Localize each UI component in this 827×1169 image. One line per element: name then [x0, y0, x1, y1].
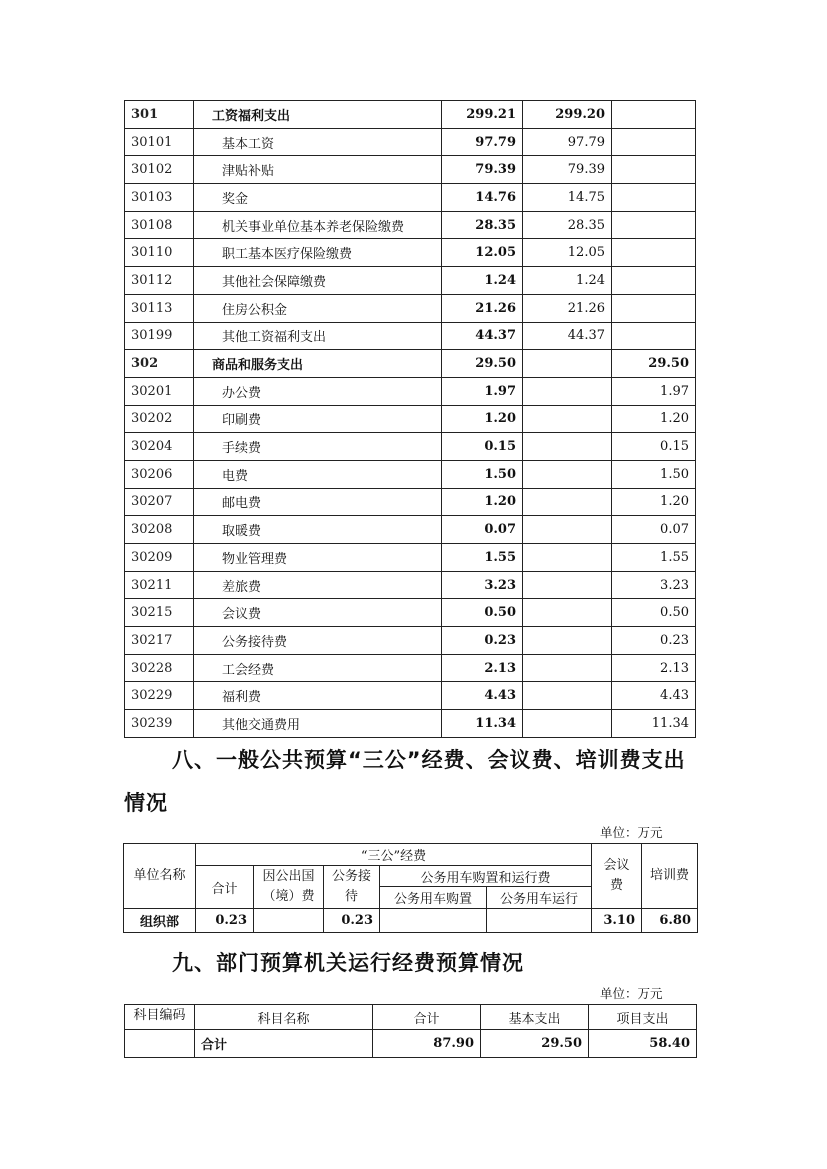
header-vehicle-buy: 公务用车购置: [380, 887, 487, 909]
table-row: [125, 322, 696, 350]
cell-code: 30208: [125, 516, 194, 544]
section9-unit-label: 单位：万元: [600, 986, 663, 1001]
cell-total: 1.97: [442, 377, 523, 405]
cell-basic: [523, 350, 612, 378]
row-unit-name: 组织部: [124, 909, 196, 933]
row-meeting: 3.10: [592, 909, 642, 933]
section8-heading-line2: 情况: [124, 791, 168, 815]
header-meeting: 会议费: [592, 844, 642, 909]
cell-project: 0.07: [612, 516, 696, 544]
cell-basic: [523, 571, 612, 599]
cell-basic: 1.24: [523, 267, 612, 295]
cell-code: 30207: [125, 488, 194, 516]
cell-basic: 28.35: [523, 211, 612, 239]
cell-name: 物业管理费: [194, 544, 442, 572]
cell-basic: [523, 516, 612, 544]
cell-total: 1.24: [442, 267, 523, 295]
table-row: [125, 405, 696, 433]
cell-code: 30209: [125, 544, 194, 572]
row-abroad: [254, 909, 324, 933]
table-row: [125, 682, 696, 710]
cell-total: 4.43: [442, 682, 523, 710]
operating-expenses-table: [124, 1004, 697, 1058]
table-row: [125, 488, 696, 516]
cell-basic: [523, 627, 612, 655]
cell-basic: [523, 544, 612, 572]
table-row: [125, 101, 696, 129]
cell-code: 30201: [125, 377, 194, 405]
cell-project: [612, 184, 696, 212]
cell-code: 30229: [125, 682, 194, 710]
cell-total: 97.79: [442, 128, 523, 156]
cell-total: 1.20: [442, 405, 523, 433]
cell-project: [612, 211, 696, 239]
cell-name: 奖金: [194, 184, 442, 212]
cell-total: 1.20: [442, 488, 523, 516]
row-total: 87.90: [373, 1030, 481, 1058]
cell-basic: [523, 460, 612, 488]
cell-project: 1.20: [612, 488, 696, 516]
header-reception: 公务接待: [324, 866, 380, 909]
table-row: [125, 211, 696, 239]
header-total: 合计: [196, 866, 254, 909]
cell-name: 工会经费: [194, 654, 442, 682]
table-row: [125, 571, 696, 599]
cell-total: 79.39: [442, 156, 523, 184]
cell-code: 30108: [125, 211, 194, 239]
row-code: [125, 1030, 195, 1058]
cell-total: 3.23: [442, 571, 523, 599]
header-vehicle: 公务用车购置和运行费: [380, 866, 592, 887]
cell-basic: [523, 710, 612, 738]
table-row: [125, 184, 696, 212]
table-row: [125, 239, 696, 267]
table-row: [125, 627, 696, 655]
header-basic: 基本支出: [481, 1005, 589, 1030]
economic-classification-table: [124, 100, 696, 738]
cell-name: 取暖费: [194, 516, 442, 544]
sangong-expenses-table: [123, 843, 698, 933]
cell-project: [612, 322, 696, 350]
cell-project: 0.23: [612, 627, 696, 655]
cell-name: 福利费: [194, 682, 442, 710]
cell-project: 0.15: [612, 433, 696, 461]
row-vehicle-buy: [380, 909, 487, 933]
header-abroad: 因公出国（境）费: [254, 866, 324, 909]
cell-project: [612, 128, 696, 156]
cell-basic: 79.39: [523, 156, 612, 184]
cell-code: 301: [125, 101, 194, 129]
cell-code: 30239: [125, 710, 194, 738]
cell-project: 2.13: [612, 654, 696, 682]
section8-heading-line1: 八、一般公共预算“三公”经费、会议费、培训费支出: [172, 748, 686, 772]
cell-name: 公务接待费: [194, 627, 442, 655]
row-project: 58.40: [589, 1030, 697, 1058]
cell-total: 44.37: [442, 322, 523, 350]
table-row: [125, 267, 696, 295]
cell-basic: [523, 433, 612, 461]
cell-basic: [523, 654, 612, 682]
cell-project: 0.50: [612, 599, 696, 627]
header-code: 科目编码: [125, 1005, 195, 1030]
cell-project: 1.50: [612, 460, 696, 488]
cell-basic: 44.37: [523, 322, 612, 350]
cell-total: 12.05: [442, 239, 523, 267]
cell-name: 住房公积金: [194, 294, 442, 322]
cell-project: 11.34: [612, 710, 696, 738]
cell-basic: 97.79: [523, 128, 612, 156]
cell-code: 30211: [125, 571, 194, 599]
header-unit-name: 单位名称: [124, 844, 196, 909]
section9-heading: 九、部门预算机关运行经费预算情况: [172, 951, 524, 975]
row-name: 合计: [195, 1030, 373, 1058]
cell-name: 差旅费: [194, 571, 442, 599]
cell-total: 28.35: [442, 211, 523, 239]
table-row: [125, 128, 696, 156]
cell-project: [612, 267, 696, 295]
cell-basic: [523, 682, 612, 710]
cell-total: 299.21: [442, 101, 523, 129]
header-project: 项目支出: [589, 1005, 697, 1030]
cell-name: 会议费: [194, 599, 442, 627]
cell-code: 302: [125, 350, 194, 378]
header-training: 培训费: [642, 844, 698, 909]
cell-code: 30204: [125, 433, 194, 461]
cell-name: 工资福利支出: [194, 101, 442, 129]
cell-total: 0.15: [442, 433, 523, 461]
cell-project: [612, 101, 696, 129]
table-row: [125, 294, 696, 322]
cell-total: 21.26: [442, 294, 523, 322]
cell-code: 30103: [125, 184, 194, 212]
cell-project: 1.20: [612, 405, 696, 433]
cell-code: 30206: [125, 460, 194, 488]
cell-name: 其他工资福利支出: [194, 322, 442, 350]
cell-name: 手续费: [194, 433, 442, 461]
table-row: [125, 377, 696, 405]
cell-code: 30199: [125, 322, 194, 350]
cell-total: 2.13: [442, 654, 523, 682]
section8-unit-label: 单位：万元: [600, 825, 663, 840]
cell-project: 29.50: [612, 350, 696, 378]
cell-basic: [523, 488, 612, 516]
cell-project: 4.43: [612, 682, 696, 710]
row-training: 6.80: [642, 909, 698, 933]
cell-project: [612, 294, 696, 322]
cell-basic: [523, 599, 612, 627]
row-total: 0.23: [196, 909, 254, 933]
cell-basic: 21.26: [523, 294, 612, 322]
cell-name: 其他社会保障缴费: [194, 267, 442, 295]
cell-code: 30228: [125, 654, 194, 682]
cell-code: 30110: [125, 239, 194, 267]
row-reception: 0.23: [324, 909, 380, 933]
cell-basic: [523, 377, 612, 405]
cell-name: 基本工资: [194, 128, 442, 156]
cell-name: 职工基本医疗保险缴费: [194, 239, 442, 267]
header-vehicle-run: 公务用车运行: [487, 887, 592, 909]
cell-code: 30217: [125, 627, 194, 655]
cell-code: 30202: [125, 405, 194, 433]
cell-name: 办公费: [194, 377, 442, 405]
cell-name: 电费: [194, 460, 442, 488]
table-row: [125, 433, 696, 461]
cell-basic: 299.20: [523, 101, 612, 129]
cell-total: 1.50: [442, 460, 523, 488]
cell-name: 机关事业单位基本养老保险缴费: [194, 211, 442, 239]
cell-basic: 12.05: [523, 239, 612, 267]
cell-code: 30112: [125, 267, 194, 295]
cell-total: 0.07: [442, 516, 523, 544]
table-row: [125, 516, 696, 544]
cell-project: [612, 239, 696, 267]
table-row: [125, 544, 696, 572]
table-row: [125, 460, 696, 488]
table-row: [125, 654, 696, 682]
header-total: 合计: [373, 1005, 481, 1030]
cell-code: 30102: [125, 156, 194, 184]
cell-name: 其他交通费用: [194, 710, 442, 738]
cell-name: 商品和服务支出: [194, 350, 442, 378]
header-name: 科目名称: [195, 1005, 373, 1030]
cell-code: 30113: [125, 294, 194, 322]
cell-project: 3.23: [612, 571, 696, 599]
header-sangong: “三公”经费: [196, 844, 592, 866]
cell-total: 0.23: [442, 627, 523, 655]
cell-name: 邮电费: [194, 488, 442, 516]
cell-basic: [523, 405, 612, 433]
cell-name: 印刷费: [194, 405, 442, 433]
cell-project: 1.55: [612, 544, 696, 572]
table-row: [125, 710, 696, 738]
cell-basic: 14.75: [523, 184, 612, 212]
cell-total: 0.50: [442, 599, 523, 627]
table-row: [125, 156, 696, 184]
cell-name: 津贴补贴: [194, 156, 442, 184]
row-basic: 29.50: [481, 1030, 589, 1058]
cell-total: 11.34: [442, 710, 523, 738]
cell-project: [612, 156, 696, 184]
cell-total: 14.76: [442, 184, 523, 212]
table-row: [125, 350, 696, 378]
cell-code: 30101: [125, 128, 194, 156]
cell-total: 29.50: [442, 350, 523, 378]
row-vehicle-run: [487, 909, 592, 933]
table-row: [125, 599, 696, 627]
cell-code: 30215: [125, 599, 194, 627]
cell-total: 1.55: [442, 544, 523, 572]
cell-project: 1.97: [612, 377, 696, 405]
